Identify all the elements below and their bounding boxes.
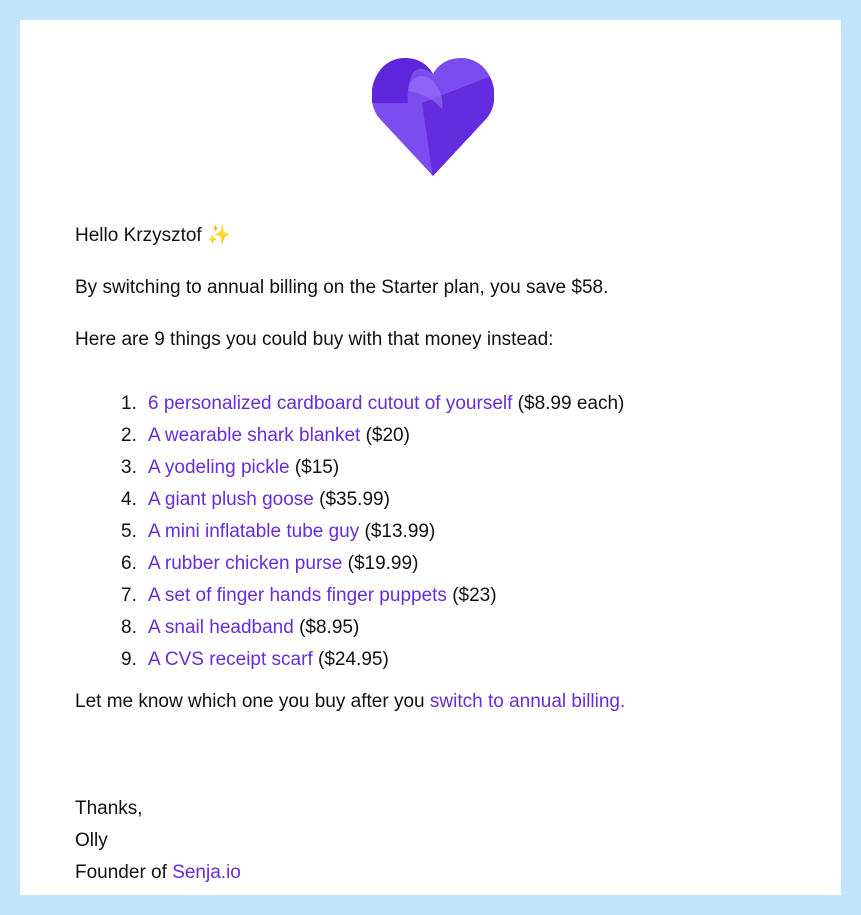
item-price: ($8.95) bbox=[299, 617, 360, 638]
closing-text: Let me know which one you buy after you bbox=[75, 691, 425, 712]
list-item bbox=[121, 580, 624, 612]
item-number: 9. bbox=[121, 649, 137, 670]
item-number: 8. bbox=[121, 617, 137, 638]
item-number: 5. bbox=[121, 521, 137, 542]
annual-billing-link[interactable]: switch to annual billing. bbox=[429, 691, 626, 712]
signature-role-line bbox=[75, 857, 241, 889]
item-price: ($24.95) bbox=[318, 649, 389, 670]
list-item bbox=[121, 452, 624, 484]
intro-text: By switching to annual billing on the Starter plan, you save $58. bbox=[75, 277, 609, 298]
item-price: ($35.99) bbox=[319, 489, 390, 510]
item-link[interactable]: A snail headband bbox=[148, 617, 294, 638]
item-number: 2. bbox=[121, 425, 137, 446]
greeting-text: Hello Krzysztof bbox=[75, 225, 202, 246]
email-card bbox=[20, 20, 841, 895]
list-item bbox=[121, 388, 624, 420]
item-link[interactable]: A yodeling pickle bbox=[148, 457, 290, 478]
item-price: ($23) bbox=[452, 585, 497, 606]
items-list bbox=[121, 388, 624, 676]
item-price: ($8.99 each) bbox=[517, 393, 625, 414]
signature-name: Olly bbox=[75, 830, 108, 851]
item-link[interactable]: A wearable shark blanket bbox=[148, 425, 361, 446]
item-link[interactable]: 6 personalized cardboard cutout of yourself bbox=[148, 393, 513, 414]
greeting-line bbox=[75, 224, 231, 248]
list-item bbox=[121, 516, 624, 548]
item-price: ($15) bbox=[294, 457, 340, 478]
item-price: ($13.99) bbox=[364, 521, 436, 542]
item-number: 6. bbox=[121, 553, 137, 574]
list-item bbox=[121, 548, 624, 580]
list-item bbox=[121, 644, 624, 676]
item-link[interactable]: A giant plush goose bbox=[148, 489, 314, 510]
item-price: ($19.99) bbox=[347, 553, 419, 574]
signature bbox=[75, 793, 241, 889]
item-link[interactable]: A rubber chicken purse bbox=[148, 553, 343, 574]
signature-thanks: Thanks, bbox=[75, 798, 143, 819]
item-link[interactable]: A set of finger hands finger puppets bbox=[148, 585, 447, 606]
list-item bbox=[121, 420, 624, 452]
item-number: 3. bbox=[121, 457, 137, 478]
item-link[interactable]: A mini inflatable tube guy bbox=[148, 521, 360, 542]
closing-line bbox=[75, 690, 625, 714]
item-price: ($20) bbox=[365, 425, 410, 446]
item-number: 4. bbox=[121, 489, 137, 510]
list-item bbox=[121, 484, 624, 516]
sparkles-icon: ✨ bbox=[206, 225, 231, 246]
item-number: 1. bbox=[121, 393, 137, 414]
item-link[interactable]: A CVS receipt scarf bbox=[148, 649, 313, 670]
signature-role-prefix: Founder of bbox=[75, 862, 167, 883]
heart-icon bbox=[372, 53, 494, 177]
list-item bbox=[121, 612, 624, 644]
lead-text: Here are 9 things you could buy with that money instead: bbox=[75, 329, 554, 350]
item-number: 7. bbox=[121, 585, 137, 606]
senja-link[interactable]: Senja.io bbox=[172, 862, 241, 883]
